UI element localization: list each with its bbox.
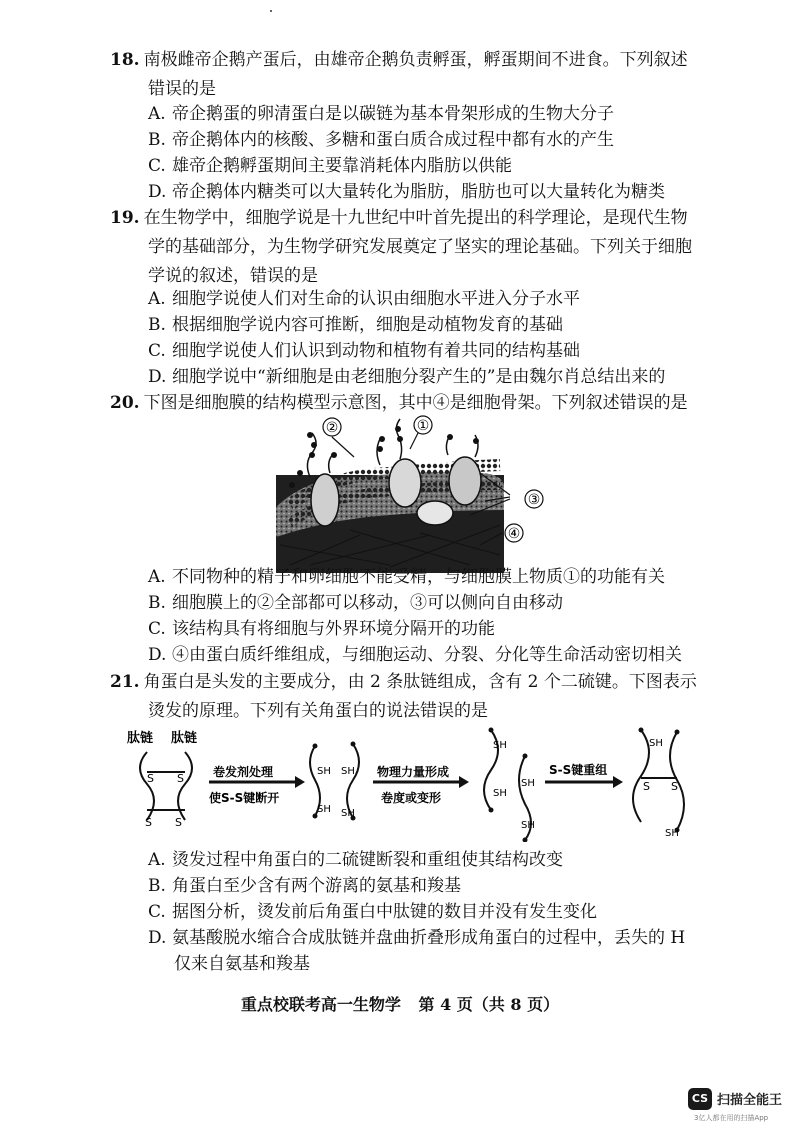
s-atom: S xyxy=(643,780,650,793)
chain-label: 肽链 xyxy=(127,731,154,746)
scanner-watermark xyxy=(688,1086,798,1126)
arrow3-top: S-S键重组 xyxy=(549,763,608,777)
arrow2-bottom: 卷度或变形 xyxy=(381,791,442,805)
question-number: 21. xyxy=(110,672,140,692)
membrane-protein xyxy=(311,474,339,526)
q20-option-a: A. 不同物种的精子和卵细胞不能受精，与细胞膜上物质①的功能有关 xyxy=(148,567,665,587)
inner-protein xyxy=(417,501,453,525)
question-number: 20. xyxy=(110,393,140,413)
q19-option-d: D. 细胞学说中“新细胞是由老细胞分裂产生的”是由魏尔肖总结出来的 xyxy=(148,367,666,387)
question-number: 18. xyxy=(110,50,140,70)
arrow1-bottom: 使S-S键断开 xyxy=(209,791,280,805)
watermark-tagline: 3亿人都在用的扫描App xyxy=(694,1114,769,1122)
sh-group: SH xyxy=(317,766,331,777)
s-atom: S xyxy=(177,772,184,785)
q21-option-a: A. 烫发过程中角蛋白的二硫键断裂和重组使其结构改变 xyxy=(148,850,563,870)
q18-option-c: C. 雄帝企鹅孵蛋期间主要靠消耗体内脂肪以供能 xyxy=(148,156,512,176)
q19-option-b: B. 根据细胞学说内容可推断，细胞是动植物发育的基础 xyxy=(148,315,563,335)
scan-speck xyxy=(270,10,272,12)
arrow-head xyxy=(613,776,623,788)
sh-group: SH xyxy=(649,738,663,749)
membrane-protein xyxy=(389,459,421,507)
camscanner-logo-icon: CS xyxy=(688,1088,712,1110)
sh-group: SH xyxy=(521,820,535,831)
perm-process-diagram xyxy=(125,722,705,842)
sh-group: SH xyxy=(521,778,535,789)
q20-option-b: B. 细胞膜上的②全部都可以移动，③可以侧向自由移动 xyxy=(148,593,563,613)
question-19-stem: 19. 在生物学中，细胞学说是十九世纪中叶首先提出的科学理论，是现代生物 学的基础部分，为生物学研究发展奠定了坚实的理论基础。下列关于细胞 学说的叙述，错误的是 xyxy=(110,208,692,286)
question-21-stem: 21. 角蛋白是头发的主要成分，由 2 条肽链组成，含有 2 个二硫键。下图表示 烫发的原理。下列有关角蛋白的说法错误的是 xyxy=(110,672,697,721)
question-20-stem: 20. 下图是细胞膜的结构模型示意图，其中④是细胞骨架。下列叙述错误的是 xyxy=(110,393,688,413)
sh-group: SH xyxy=(317,804,331,815)
sh-group: SH xyxy=(665,828,679,839)
label-2: ② xyxy=(325,420,339,436)
footer-title: 重点校联考高一生物学 xyxy=(240,995,401,1014)
arrow-head xyxy=(459,776,469,788)
q21-option-c: C. 据图分析，烫发前后角蛋白中肽键的数目并没有发生变化 xyxy=(148,902,597,922)
q20-option-c: C. 该结构具有将细胞与外界环境分隔开的功能 xyxy=(148,619,495,639)
q19-option-a: A. 细胞学说使人们对生命的认识由细胞水平进入分子水平 xyxy=(148,289,580,309)
s-atom: S xyxy=(671,780,678,793)
watermark-name: 扫描全能王 xyxy=(717,1093,783,1108)
arrow-head xyxy=(295,776,305,788)
footer-page-number: 第 4 页（共 8 页） xyxy=(418,995,560,1014)
sh-group: SH xyxy=(493,740,507,751)
q18-option-b: B. 帝企鹅体内的核酸、多糖和蛋白质合成过程中都有水的产生 xyxy=(148,130,614,150)
label-1: ① xyxy=(416,418,430,434)
page-footer xyxy=(0,992,800,1015)
arrow1-top: 卷发剂处理 xyxy=(213,765,274,779)
question-18-stem: 18. 南极雌帝企鹅产蛋后，由雄帝企鹅负责孵蛋，孵蛋期间不进食。下列叙述 错误的是 xyxy=(110,50,688,99)
sh-group: SH xyxy=(341,808,355,819)
sh-group: SH xyxy=(493,788,507,799)
question-number: 19. xyxy=(110,208,140,228)
q21-option-b: B. 角蛋白至少含有两个游离的氨基和羧基 xyxy=(148,876,461,896)
q21-option-d-continued: 仅来自氨基和羧基 xyxy=(174,954,310,974)
membrane-protein xyxy=(449,457,481,505)
label-4: ④ xyxy=(507,526,521,542)
s-atom: S xyxy=(147,772,154,785)
q18-option-d: D. 帝企鹅体内糖类可以大量转化为脂肪，脂肪也可以大量转化为糖类 xyxy=(148,182,665,202)
q18-option-a: A. 帝企鹅蛋的卵清蛋白是以碳链为基本骨架形成的生物大分子 xyxy=(148,104,614,124)
cell-membrane-figure xyxy=(270,415,560,575)
s-atom: S xyxy=(145,816,152,829)
q19-option-c: C. 细胞学说使人们认识到动物和植物有着共同的结构基础 xyxy=(148,341,580,361)
label-3: ③ xyxy=(527,492,541,508)
chain-pair-1 xyxy=(140,752,192,820)
chain-label: 肽链 xyxy=(171,731,198,746)
s-atom: S xyxy=(175,816,182,829)
q20-option-d: D. ④由蛋白质纤维组成，与细胞运动、分裂、分化等生命活动密切相关 xyxy=(148,645,682,665)
arrow2-top: 物理力量形成 xyxy=(377,765,450,779)
sh-group: SH xyxy=(341,766,355,777)
q21-option-d: D. 氨基酸脱水缩合合成肽链并盘曲折叠形成角蛋白的过程中，丢失的 H xyxy=(148,928,686,948)
